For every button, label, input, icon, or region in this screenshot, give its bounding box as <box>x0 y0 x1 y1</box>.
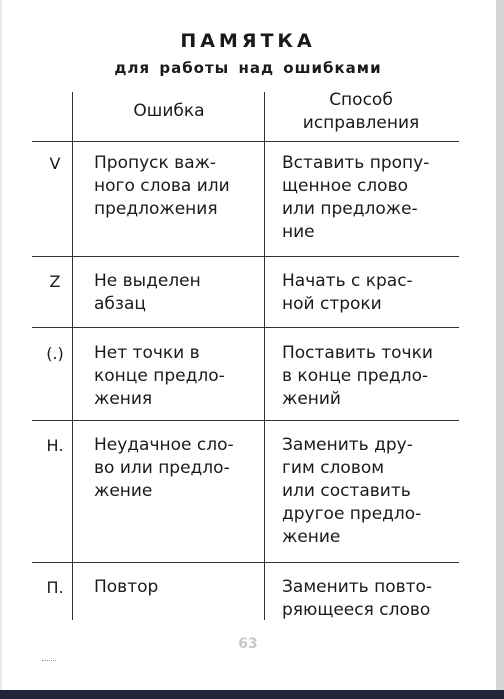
book-page <box>2 0 496 690</box>
header-error-label: Ошибка <box>133 101 205 121</box>
row-fix-line: в конце предло- <box>282 366 429 386</box>
row-fix <box>282 342 457 411</box>
row-error-line: жение <box>94 481 153 501</box>
row-fix-line: гим словом <box>282 458 385 478</box>
page-number: 63 <box>238 636 258 652</box>
row-error-line: Не выделен <box>94 271 201 291</box>
row-mark: V <box>49 154 61 173</box>
row-fix-line: ние <box>282 222 315 242</box>
row-error <box>94 270 254 316</box>
table-vline-left <box>72 92 73 620</box>
row-error-line: Повтор <box>94 577 159 597</box>
row-error-line: конце предло- <box>94 366 225 386</box>
row-fix <box>282 152 452 244</box>
table-hline <box>32 420 459 421</box>
row-fix-line: жений <box>282 389 341 409</box>
row-mark: Н. <box>46 436 64 455</box>
row-mark: Z <box>49 272 61 291</box>
row-error-line: Неудачное сло- <box>94 435 234 455</box>
scan-artifact <box>42 660 56 663</box>
table-hline <box>32 562 459 563</box>
page-edge-shadow <box>496 0 504 690</box>
row-error <box>94 576 254 599</box>
table-hline <box>32 327 459 328</box>
row-fix-line: ной строки <box>282 294 382 314</box>
row-fix <box>282 576 457 622</box>
row-error <box>94 152 254 221</box>
row-error-line: Пропуск важ- <box>94 153 217 173</box>
row-fix-line: жение <box>282 527 341 547</box>
row-fix-line: или составить <box>282 481 411 501</box>
header-fix-line: Способ <box>329 90 393 110</box>
row-fix-line: Заменить повто- <box>282 577 433 597</box>
row-error-line: абзац <box>94 294 146 314</box>
header-error <box>74 100 264 123</box>
table-vline-middle <box>264 92 265 620</box>
page-title: ПАМЯТКА <box>180 30 316 52</box>
row-fix-line: Поставить точки <box>282 343 433 363</box>
row-error-line: предложения <box>94 199 218 219</box>
row-error-line: ного слова или <box>94 176 230 196</box>
row-fix-line: Вставить пропу- <box>282 153 430 173</box>
row-fix-line: Начать с крас- <box>282 271 413 291</box>
row-error-line: во или предло- <box>94 458 230 478</box>
row-fix-line: ряющееся слово <box>282 600 431 620</box>
row-fix <box>282 270 452 316</box>
row-error-line: Нет точки в <box>94 343 200 363</box>
row-mark: (.) <box>46 344 64 363</box>
row-fix-line: или предложе- <box>282 199 418 219</box>
table-hline <box>32 256 459 257</box>
table-hline <box>32 141 459 142</box>
row-fix <box>282 434 452 549</box>
page-subtitle: для работы над ошибками <box>114 59 382 77</box>
viewer-bottom-bar <box>0 690 504 699</box>
row-fix-line: щенное слово <box>282 176 408 196</box>
row-error <box>94 434 254 503</box>
row-fix-line: Заменить дру- <box>282 435 413 455</box>
row-error-line: жения <box>94 389 153 409</box>
header-fix <box>266 89 456 135</box>
header-fix-line: исправления <box>302 113 420 133</box>
row-error <box>94 342 254 411</box>
row-mark: П. <box>46 578 64 597</box>
row-fix-line: другое предло- <box>282 504 422 524</box>
